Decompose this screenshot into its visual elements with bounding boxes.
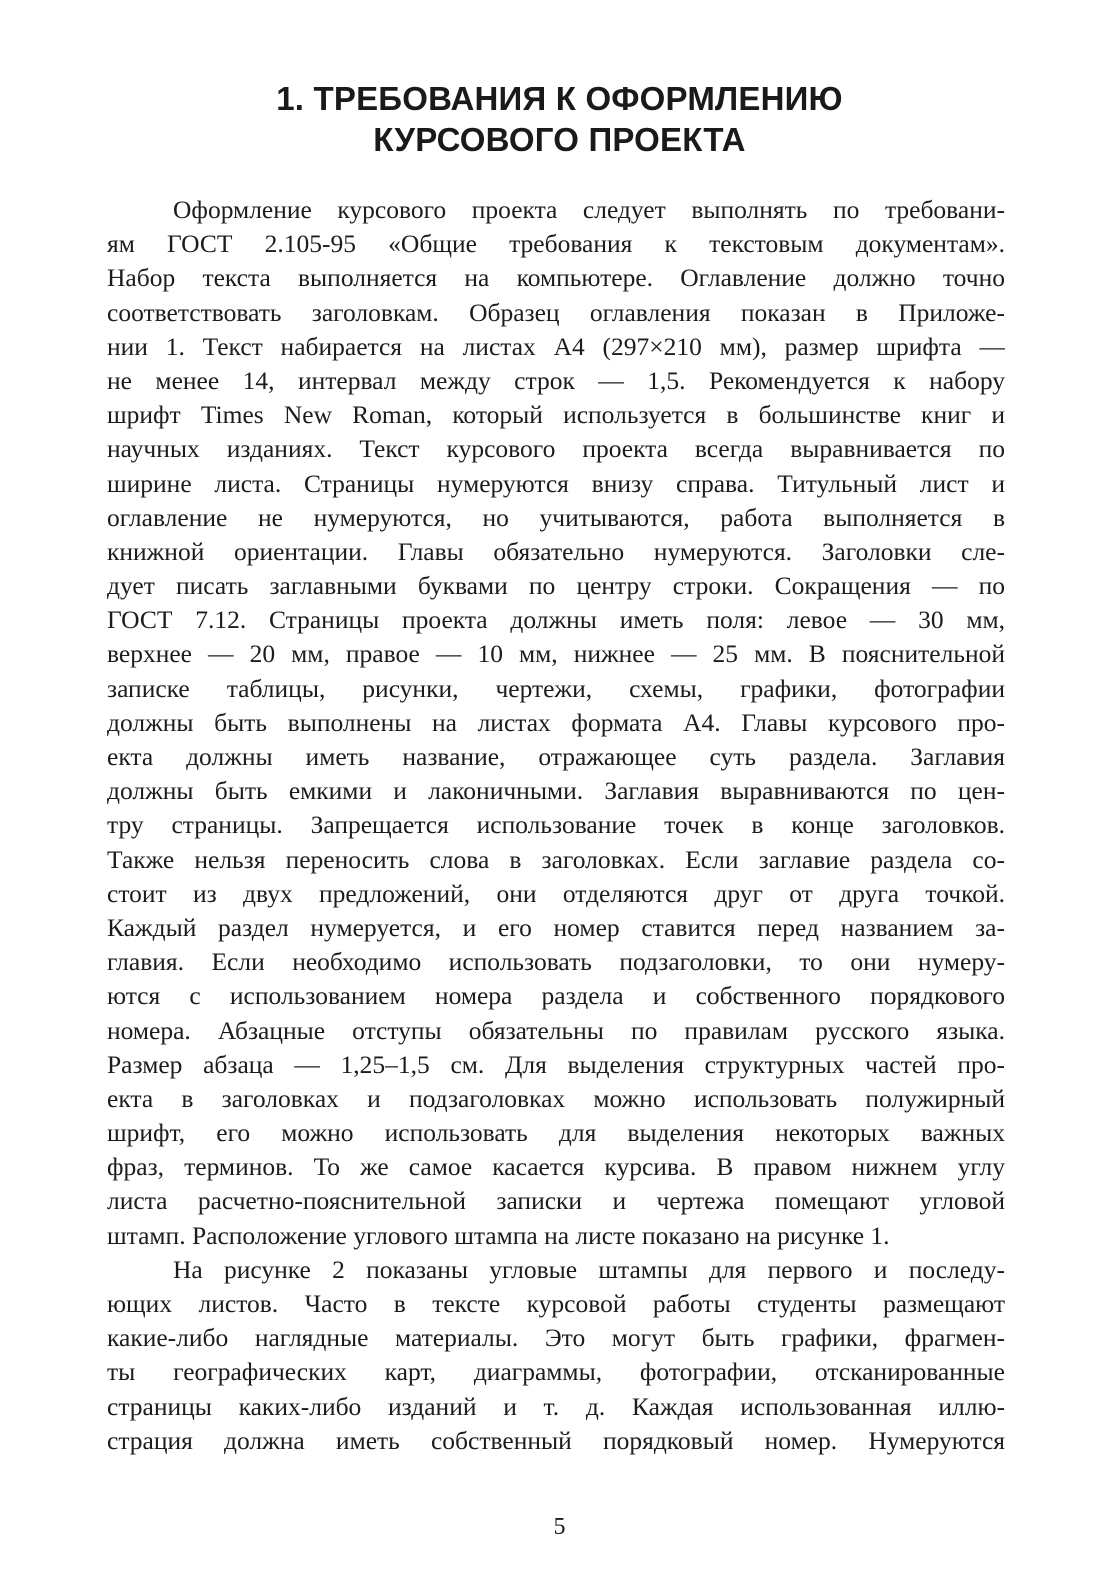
paragraph-1-line: Также нельзя переносить слова в заголовках. Если заглавие раздела со- bbox=[107, 844, 1005, 874]
paragraph-1-line: записке таблицы, рисунки, чертежи, схемы, графики, фотографии bbox=[107, 673, 1005, 703]
paragraph-1-line: екта должны иметь название, отражающее суть раздела. Заглавия bbox=[107, 742, 1005, 771]
paragraph-1-line: фраз, терминов. То же самое касается курсива. В правом нижнем углу bbox=[107, 1152, 1005, 1182]
paragraph-1-line: Набор текста выполняется на компьютере. Оглавление должно точно bbox=[107, 263, 1005, 293]
paragraph-2-line: На рисунке 2 показаны угловые штампы для первого и последу- bbox=[173, 1254, 1005, 1284]
paragraph-1-line: книжной ориентации. Главы обязательно нумеруются. Заголовки сле- bbox=[107, 536, 1005, 566]
paragraph-1-line: ширине листа. Страницы нумеруются внизу справа. Титульный лист и bbox=[107, 468, 1005, 498]
paragraph-1-line: дует писать заглавными буквами по центру строки. Сокращения — по bbox=[107, 571, 1005, 601]
paragraph-1-line: Оформление курсового проекта следует выполнять по требовани- bbox=[173, 195, 1005, 224]
paragraph-2-line: ты географических карт, диаграммы, фотографии, отсканированные bbox=[107, 1357, 1005, 1387]
paragraph-1-line: нии 1. Текст набирается на листах А4 (297×210 мм), размер шрифта — bbox=[107, 331, 1005, 361]
paragraph-1-line: шрифт, его можно использовать для выделения некоторых важных bbox=[107, 1118, 1005, 1148]
paragraph-1-line: тру страницы. Запрещается использование точек в конце заголовков. bbox=[107, 810, 1005, 840]
paragraph-1-line: ям ГОСТ 2.105-95 «Общие требования к текстовым документам». bbox=[107, 229, 1005, 259]
paragraph-1-line: должны быть выполнены на листах формата А4. Главы курсового про- bbox=[107, 707, 1005, 737]
paragraph-1-line: соответствовать заголовкам. Образец оглавления показан в Приложе- bbox=[107, 297, 1005, 327]
paragraph-1-line: должны быть емкими и лаконичными. Заглавия выравниваются по цен- bbox=[107, 776, 1005, 806]
paragraph-1-line: листа расчетно-пояснительной записки и чертежа помещают угловой bbox=[107, 1186, 1005, 1216]
paragraph-1-line: оглавление не нумеруются, но учитываются, работа выполняется в bbox=[107, 502, 1005, 532]
section-title bbox=[0, 78, 1119, 160]
page-number: 5 bbox=[553, 1514, 566, 1540]
body-text bbox=[107, 193, 1005, 1458]
paragraph-1-line: Каждый раздел нумеруется, и его номер ставится перед названием за- bbox=[107, 912, 1005, 942]
paragraph-1-line: шрифт Times New Roman, который используется в большинстве книг и bbox=[107, 400, 1005, 430]
paragraph-1-line: Размер абзаца — 1,25–1,5 см. Для выделения структурных частей про- bbox=[107, 1049, 1005, 1079]
paragraph-1-line: верхнее — 20 мм, правое — 10 мм, нижнее — 25 мм. В пояснительной bbox=[107, 639, 1005, 669]
paragraph-1-line: научных изданиях. Текст курсового проекта всегда выравнивается по bbox=[107, 434, 1005, 464]
paragraph-2-line: ющих листов. Часто в тексте курсовой работы студенты размещают bbox=[107, 1289, 1005, 1318]
paragraph-2-line: какие-либо наглядные материалы. Это могут быть графики, фрагмен- bbox=[107, 1323, 1005, 1353]
paragraph-1-line: главия. Если необходимо использовать подзаголовки, то они нумеру- bbox=[107, 947, 1005, 977]
paragraph-1-line: штамп. Расположение углового штампа на листе показано на рисунке 1. bbox=[107, 1220, 890, 1250]
section-title-line-1: 1. ТРЕБОВАНИЯ К ОФОРМЛЕНИЮ bbox=[276, 80, 843, 117]
paragraph-2-line: страция должна иметь собственный порядковый номер. Нумеруются bbox=[107, 1425, 1005, 1455]
paragraph-1-line: ются с использованием номера раздела и собственного порядкового bbox=[107, 981, 1005, 1011]
paragraph-2-line: страницы каких-либо изданий и т. д. Каждая использованная иллю- bbox=[107, 1391, 1005, 1421]
paragraph-1-line: ГОСТ 7.12. Страницы проекта должны иметь поля: левое — 30 мм, bbox=[107, 605, 1005, 635]
paragraph-1-line: стоит из двух предложений, они отделяются друг от друга точкой. bbox=[107, 878, 1005, 908]
paragraph-1-line: не менее 14, интервал между строк — 1,5. Рекомендуется к набору bbox=[107, 365, 1005, 395]
paragraph-1-line: номера. Абзацные отступы обязательны по правилам русского языка. bbox=[107, 1015, 1005, 1045]
section-title-line-2: КУРСОВОГО ПРОЕКТА bbox=[373, 121, 746, 158]
paragraph-1-line: екта в заголовках и подзаголовках можно использовать полужирный bbox=[107, 1083, 1005, 1113]
